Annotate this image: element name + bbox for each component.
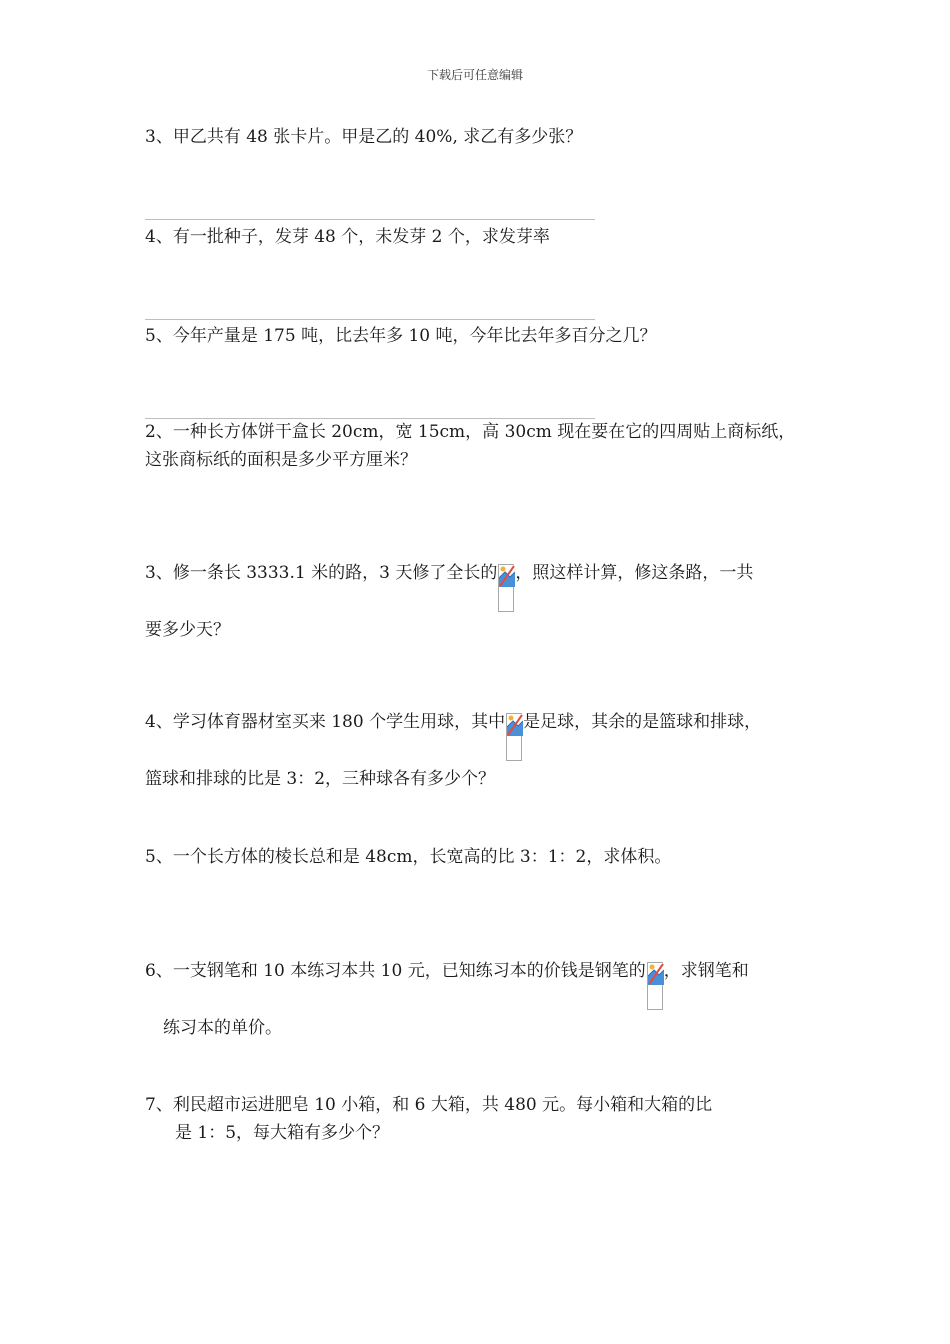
question-germination bbox=[145, 220, 550, 254]
question-text-line2: 练习本的单价。 bbox=[163, 1018, 282, 1038]
question-text: 4、有一批种子，发芽 48 个，未发芽 2 个，求发芽率 bbox=[145, 227, 550, 247]
question-text: 3、甲乙共有 48 张卡片。甲是乙的 40%, 求乙有多少张？ bbox=[145, 127, 583, 147]
broken-image-icon bbox=[506, 713, 522, 761]
question-soap bbox=[145, 1091, 712, 1147]
question-cuboid bbox=[145, 840, 671, 874]
question-text-after: ，求钢笔和 bbox=[663, 961, 749, 981]
question-text-before: 3、修一条长 3333.1 米的路，3 天修了全长的 bbox=[145, 563, 498, 583]
question-text-before: 4、学习体育器材室买来 180 个学生用球，其中 bbox=[145, 712, 506, 732]
question-text-line2: 是 1：5，每大箱有多少个？ bbox=[175, 1123, 390, 1143]
question-text-line2: 篮球和排球的比是 3：2，三种球各有多少个？ bbox=[145, 769, 496, 789]
question-text-line2: 要多少天？ bbox=[145, 620, 230, 640]
question-text-line1: 7、利民超市运进肥皂 10 小箱，和 6 大箱，共 480 元。每小箱和大箱的比 bbox=[145, 1095, 713, 1115]
question-text-after: ，照这样计算，修这条路，一共 bbox=[515, 563, 754, 583]
broken-image-icon bbox=[498, 564, 514, 612]
page-header: 下载后可任意编辑 bbox=[426, 68, 523, 82]
question-road bbox=[145, 555, 753, 648]
question-text-before: 6、一支钢笔和 10 本练习本共 10 元，已知练习本的价钱是钢笔的 bbox=[145, 961, 646, 981]
question-text-after: 是足球，其余的是篮球和排球， bbox=[523, 712, 762, 732]
question-text-line1: 2、一种长方体饼干盒长 20cm，宽 15cm，高 30cm 现在要在它的四周贴上商标纸， bbox=[145, 422, 796, 442]
question-text: 5、一个长方体的棱长总和是 48cm，长宽高的比 3：1：2，求体积。 bbox=[145, 847, 672, 867]
question-text-line2: 这张商标纸的面积是多少平方厘米？ bbox=[145, 450, 417, 470]
question-text: 5、今年产量是 175 吨，比去年多 10 吨，今年比去年多百分之几？ bbox=[145, 326, 657, 346]
question-cards bbox=[145, 120, 582, 154]
broken-image-icon bbox=[647, 962, 663, 1010]
question-pen bbox=[145, 953, 749, 1046]
question-production bbox=[145, 319, 657, 353]
question-balls bbox=[145, 704, 761, 797]
question-biscuit-box bbox=[145, 418, 795, 474]
